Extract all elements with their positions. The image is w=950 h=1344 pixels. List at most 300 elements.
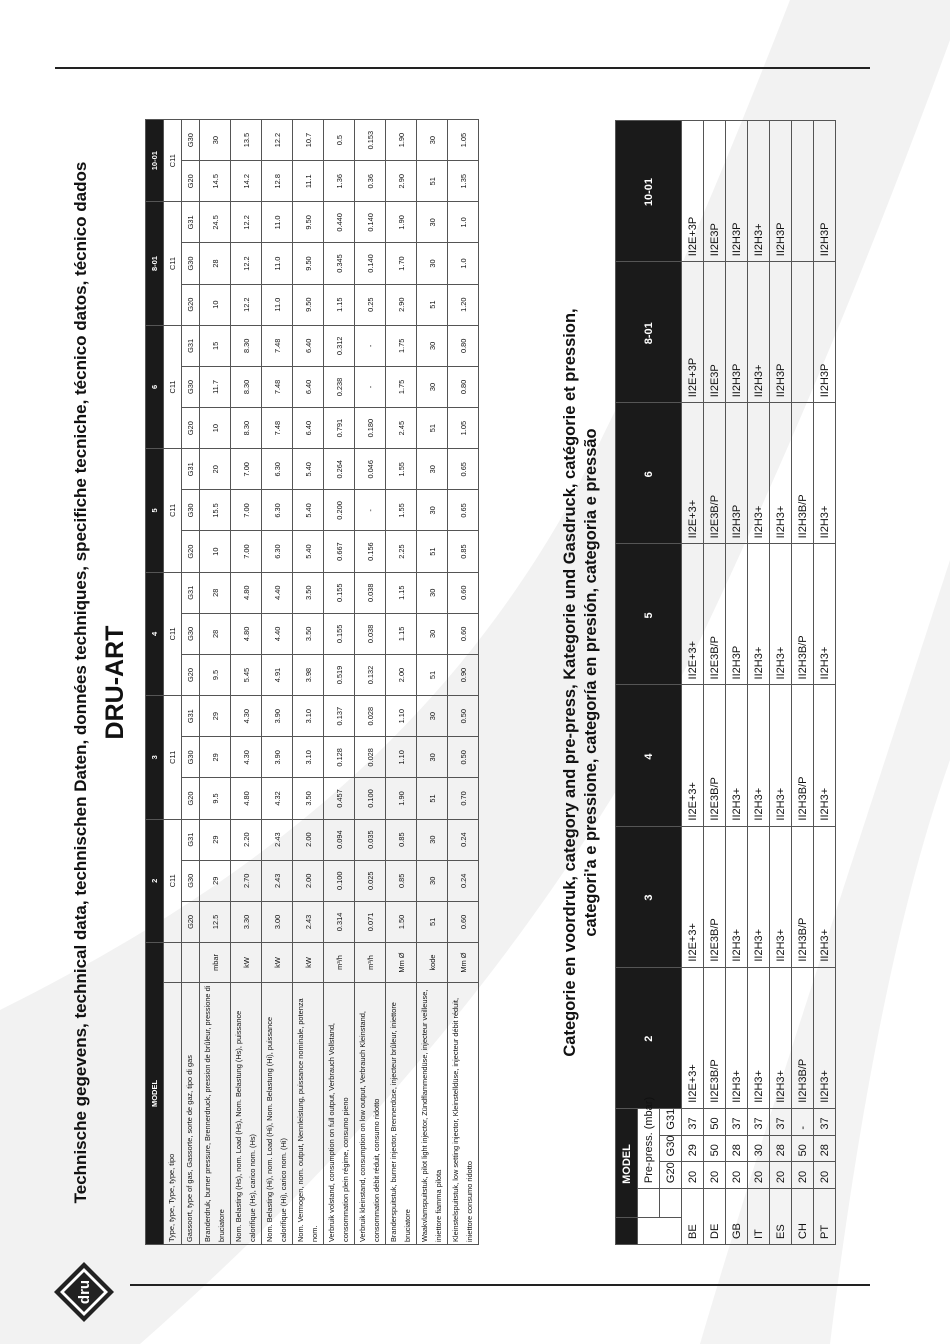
spec-value: 1.36 <box>324 161 355 202</box>
spec-value: 30 <box>417 696 448 737</box>
spec-label: Kleinstelspuitstuk, low setting injector, Kleinstelldüse, injecteur débit réduit, iniettore consumo ridotto <box>448 983 479 1245</box>
spec-value: 30 <box>417 737 448 778</box>
spec-value: 1.0 <box>448 202 479 243</box>
spec-value: 8.30 <box>231 366 262 407</box>
model-cell: 8-01 <box>616 262 682 403</box>
model-cell: 2 <box>616 967 682 1108</box>
category-cell: II2H3+ <box>770 826 792 967</box>
category-cell: II2H3+ <box>726 826 748 967</box>
spec-value: 0.50 <box>448 696 479 737</box>
spec-value: 7.48 <box>262 408 293 449</box>
technical-data-table <box>145 119 479 1245</box>
spec-value: 0.90 <box>448 654 479 695</box>
spec-value: 2.25 <box>386 531 417 572</box>
spec-value: 7.00 <box>231 449 262 490</box>
spec-value: 0.071 <box>355 901 386 942</box>
spec-value: 12.2 <box>262 120 293 161</box>
spec-value: 1.05 <box>448 408 479 449</box>
spec-value: 0.094 <box>324 819 355 860</box>
spec-value: 0.140 <box>355 243 386 284</box>
spec-value: 6.40 <box>293 325 324 366</box>
spec-value: 11.1 <box>293 161 324 202</box>
model-cell: 2 <box>146 819 164 942</box>
country-cell: ES <box>770 1189 792 1245</box>
model-cell: 4 <box>146 572 164 695</box>
spec-unit: Mm Ø <box>386 943 417 983</box>
spec-value: 3.98 <box>293 654 324 695</box>
model-cell: 5 <box>146 449 164 572</box>
spec-unit: kW <box>262 943 293 983</box>
gas-cell: G31 <box>182 202 200 243</box>
pressure-cell: 30 <box>748 1135 770 1162</box>
spec-row <box>417 120 448 1245</box>
spec-value: 12.2 <box>231 284 262 325</box>
country-row <box>682 121 704 1245</box>
gas-cell: G31 <box>660 1108 682 1135</box>
spec-value: 12.5 <box>200 901 231 942</box>
spec-value: 1.55 <box>386 449 417 490</box>
spec-row <box>324 120 355 1245</box>
spec-value: 10.7 <box>293 120 324 161</box>
spec-label: Waakvlamspuitstuk, pilot light injector, Zündflammendüse, injecteur veilleuse, iniettore fiamma pilota <box>417 983 448 1245</box>
spec-row <box>355 120 386 1245</box>
pressure-cell: 37 <box>814 1108 836 1135</box>
spec-value: 11.0 <box>262 243 293 284</box>
spec-value: 30 <box>417 325 448 366</box>
pressure-cell: 20 <box>748 1162 770 1189</box>
spec-value: 29 <box>200 696 231 737</box>
pressure-cell: 20 <box>726 1162 748 1189</box>
spec-value: 0.80 <box>448 325 479 366</box>
spec-unit: m³/h <box>355 943 386 983</box>
spec-value: 0.5 <box>324 120 355 161</box>
spec-value: 0.70 <box>448 778 479 819</box>
spec-value: 1.70 <box>386 243 417 284</box>
spec-value: 0.100 <box>324 860 355 901</box>
gas-cell: G30 <box>660 1135 682 1162</box>
type-cell: C11 <box>164 449 182 572</box>
spec-value: 1.15 <box>386 613 417 654</box>
spec-value: 51 <box>417 778 448 819</box>
category-cell: II2H3P <box>726 262 748 403</box>
model-cell: 4 <box>616 685 682 826</box>
spec-value: 3.10 <box>293 737 324 778</box>
spec-label: Nom. Vermogen, nom. output, Nennleistung, puissance nominale, potenza nom. <box>293 983 324 1245</box>
spec-value: 1.90 <box>386 120 417 161</box>
spec-value: 3.00 <box>262 901 293 942</box>
spec-value: 14.5 <box>200 161 231 202</box>
spec-row <box>231 120 262 1245</box>
spec-value: 51 <box>417 654 448 695</box>
spec-value: 0.36 <box>355 161 386 202</box>
spec-value: 0.667 <box>324 531 355 572</box>
spec-value: 9.50 <box>293 243 324 284</box>
category-cell: II2H3+ <box>726 967 748 1108</box>
spec-value: 0.85 <box>386 819 417 860</box>
spec-value: 4.80 <box>231 778 262 819</box>
category-heading: Categorie en voordruk, category and pre-press, Kategorie und Gasdruck, catégorie et pression, categori'a e pressione, categoría en presión, categoria e pressão <box>561 308 600 1057</box>
category-cell: II2H3+ <box>814 403 836 544</box>
spec-value: 3.50 <box>293 572 324 613</box>
spec-value: 51 <box>417 408 448 449</box>
model-header-cell: MODEL <box>616 1108 638 1218</box>
spec-value: 0.25 <box>355 284 386 325</box>
spec-value: 51 <box>417 161 448 202</box>
gas-cell: G20 <box>660 1162 682 1189</box>
spec-value: 4.80 <box>231 572 262 613</box>
spec-unit: Mm Ø <box>448 943 479 983</box>
spec-value: - <box>355 325 386 366</box>
category-cell: II2E3P <box>704 121 726 262</box>
spec-value: 2.43 <box>293 901 324 942</box>
type-cell: C11 <box>164 120 182 202</box>
category-cell: II2H3+ <box>770 685 792 826</box>
spec-value: 30 <box>417 819 448 860</box>
category-cell: II2H3+ <box>748 262 770 403</box>
spec-row <box>386 120 417 1245</box>
category-cell <box>792 262 814 403</box>
spec-value: 0.24 <box>448 860 479 901</box>
type-cell: C11 <box>164 819 182 942</box>
spec-value: 30 <box>417 613 448 654</box>
pressure-cell: 28 <box>770 1135 792 1162</box>
spec-row <box>448 120 479 1245</box>
spec-value: 1.55 <box>386 490 417 531</box>
pressure-cell: 20 <box>814 1162 836 1189</box>
spec-value: 15.5 <box>200 490 231 531</box>
pressure-cell: 28 <box>726 1135 748 1162</box>
spec-value: 4.40 <box>262 572 293 613</box>
category-cell: II2H3+ <box>748 826 770 967</box>
category-cell: II2H3+ <box>748 685 770 826</box>
spec-value: 0.238 <box>324 366 355 407</box>
spec-value: 0.155 <box>324 613 355 654</box>
product-title: DRU-ART <box>101 625 129 740</box>
spec-value: 0.440 <box>324 202 355 243</box>
category-cell: II2H3P <box>770 121 792 262</box>
spec-value: 9.5 <box>200 778 231 819</box>
gas-cell: G20 <box>182 161 200 202</box>
pressure-cell: 37 <box>726 1108 748 1135</box>
spec-row <box>200 120 231 1245</box>
blank-cell <box>660 1189 682 1218</box>
spec-value: 3.10 <box>293 696 324 737</box>
spec-value: 51 <box>417 531 448 572</box>
spec-value: 1.90 <box>386 778 417 819</box>
spec-value: 0.137 <box>324 696 355 737</box>
spec-value: 2.70 <box>231 860 262 901</box>
category-cell: II2E3B/P <box>704 544 726 685</box>
spec-value: 28 <box>200 572 231 613</box>
category-cell: II2E+3P <box>682 262 704 403</box>
category-cell: II2H3+ <box>770 967 792 1108</box>
gas-cell: G30 <box>182 120 200 161</box>
spec-value: 30 <box>417 860 448 901</box>
category-cell: II2H3B/P <box>792 544 814 685</box>
spec-value: 4.32 <box>262 778 293 819</box>
category-cell <box>792 121 814 262</box>
category-cell: II2H3+ <box>748 403 770 544</box>
pressure-cell: 20 <box>792 1162 814 1189</box>
spec-unit: mbar <box>200 943 231 983</box>
blank-cell <box>638 1218 682 1245</box>
spec-value: 6.30 <box>262 490 293 531</box>
spec-value: 0.60 <box>448 572 479 613</box>
bottom-rule <box>130 1284 870 1286</box>
spec-value: 7.48 <box>262 325 293 366</box>
spec-value: 11.0 <box>262 202 293 243</box>
spec-value: 29 <box>200 819 231 860</box>
spec-value: 0.264 <box>324 449 355 490</box>
gas-cell: G31 <box>182 449 200 490</box>
spec-label: Verbruik kleinstand, consumption on low output, Verbrauch Kleinstand, consommation débit réduit, consumo ridotto <box>355 983 386 1245</box>
spec-value: 2.20 <box>231 819 262 860</box>
spec-label: Nom. Belasting (Hs), nom. Load (Hs), Nom. Belastung (Hs), puissance calorifique (Hs), carico nom. (Hs) <box>231 983 262 1245</box>
spec-value: 0.60 <box>448 613 479 654</box>
type-cell: C11 <box>164 572 182 695</box>
model-cell: 10-01 <box>616 121 682 262</box>
category-cell: II2E+3+ <box>682 967 704 1108</box>
spec-value: 0.457 <box>324 778 355 819</box>
svg-text:dru: dru <box>76 1279 93 1305</box>
gas-cell: G30 <box>182 490 200 531</box>
spec-value: 7.48 <box>262 366 293 407</box>
pressure-cell: 37 <box>682 1108 704 1135</box>
gas-cell: G30 <box>182 613 200 654</box>
spec-value: 13.5 <box>231 120 262 161</box>
spec-value: 0.85 <box>448 531 479 572</box>
spec-value: 6.30 <box>262 531 293 572</box>
pressure-cell: 50 <box>792 1135 814 1162</box>
category-cell: II2H3P <box>814 121 836 262</box>
gas-cell: G31 <box>182 696 200 737</box>
spec-unit: kode <box>417 943 448 983</box>
type-cell: C11 <box>164 325 182 448</box>
spec-value: 1.15 <box>386 572 417 613</box>
spec-value: 24.5 <box>200 202 231 243</box>
prepress-label: Pre-press. (mbar) <box>638 1108 660 1188</box>
spec-value: 28 <box>200 613 231 654</box>
model-cell: 8-01 <box>146 202 164 325</box>
spec-value: 9.50 <box>293 202 324 243</box>
spec-value: 4.80 <box>231 613 262 654</box>
category-cell: II2H3B/P <box>792 685 814 826</box>
spec-value: 12.2 <box>231 243 262 284</box>
country-cell: GB <box>726 1189 748 1245</box>
country-row <box>748 121 770 1245</box>
pressure-cell: 37 <box>748 1108 770 1135</box>
spec-value: 0.155 <box>324 572 355 613</box>
spec-value: 2.43 <box>262 860 293 901</box>
model-cell: 6 <box>146 325 164 448</box>
spec-value: 29 <box>200 737 231 778</box>
spec-value: 0.312 <box>324 325 355 366</box>
spec-value: 0.80 <box>448 366 479 407</box>
category-cell: II2H3P <box>726 121 748 262</box>
spec-value: 0.24 <box>448 819 479 860</box>
spec-value: 29 <box>200 860 231 901</box>
spec-value: 0.046 <box>355 449 386 490</box>
spec-value: 30 <box>417 572 448 613</box>
spec-value: 2.90 <box>386 161 417 202</box>
spec-value: 0.028 <box>355 696 386 737</box>
spec-value: 30 <box>417 366 448 407</box>
model-cell: 6 <box>616 403 682 544</box>
spec-value: 0.65 <box>448 490 479 531</box>
model-header-row <box>146 120 164 1245</box>
spec-label: Branderspuitstuk, burner injector, Brennerdüse, injecteur brûleur, iniettore bruciatore <box>386 983 417 1245</box>
spec-value: 14.2 <box>231 161 262 202</box>
gas-cell: G30 <box>182 243 200 284</box>
category-model-row <box>616 121 638 1245</box>
spec-value: 8.30 <box>231 408 262 449</box>
gas-cell: G30 <box>182 737 200 778</box>
model-cell: 10-01 <box>146 120 164 202</box>
spec-value: 2.00 <box>386 654 417 695</box>
category-cell: II2H3B/P <box>792 967 814 1108</box>
spec-label: Branderdruk, burner pressure, Brennerdruck, pression de brûleur, pressione di bruciatore <box>200 983 231 1245</box>
spec-value: 0.65 <box>448 449 479 490</box>
spec-value: 7.00 <box>231 490 262 531</box>
pressure-cell: 50 <box>704 1108 726 1135</box>
country-cell: PT <box>814 1189 836 1245</box>
gas-cell: G30 <box>182 860 200 901</box>
gas-cell: G20 <box>182 778 200 819</box>
spec-value: 6.30 <box>262 449 293 490</box>
spec-value: 0.791 <box>324 408 355 449</box>
spec-value: 10 <box>200 408 231 449</box>
category-cell: II2H3B/P <box>792 403 814 544</box>
spec-value: 9.5 <box>200 654 231 695</box>
pressure-cell: 28 <box>814 1135 836 1162</box>
unit-cell <box>164 943 182 983</box>
spec-value: 15 <box>200 325 231 366</box>
spec-value: 0.038 <box>355 572 386 613</box>
spec-label: Nom. Belasting (Hi), nom. Load (Hi), Nom. Belastung (Hi), puissance calorifique (Hi), carico nom. (Hi) <box>262 983 293 1245</box>
category-cell: II2E+3+ <box>682 544 704 685</box>
spec-value: 1.05 <box>448 120 479 161</box>
gas-row <box>182 120 200 1245</box>
spec-value: 5.40 <box>293 531 324 572</box>
spec-value: 2.45 <box>386 408 417 449</box>
spec-value: 9.50 <box>293 284 324 325</box>
dru-logo <box>52 1260 116 1324</box>
country-cell: BE <box>682 1189 704 1245</box>
category-cell: II2H3+ <box>726 685 748 826</box>
gas-label: Gassoort, type of gas, Gassorte, sorte de gaz, tipo di gas <box>182 983 200 1245</box>
type-label: Type, type, Type, type, tipo <box>164 983 182 1245</box>
model-cell: 3 <box>146 696 164 819</box>
spec-value: 10 <box>200 531 231 572</box>
spec-value: 30 <box>417 120 448 161</box>
spec-value: 0.85 <box>386 860 417 901</box>
gas-cell: G20 <box>182 531 200 572</box>
spec-value: 3.90 <box>262 737 293 778</box>
category-cell: II2H3P <box>726 544 748 685</box>
category-cell: II2E3B/P <box>704 685 726 826</box>
country-cell: CH <box>792 1189 814 1245</box>
spec-value: 1.75 <box>386 325 417 366</box>
category-cell: II2H3P <box>814 262 836 403</box>
category-cell: II2E3B/P <box>704 403 726 544</box>
spec-value: 30 <box>417 243 448 284</box>
spec-value: 2.43 <box>262 819 293 860</box>
pressure-cell: - <box>792 1108 814 1135</box>
spec-value: 1.20 <box>448 284 479 325</box>
category-cell: II2H3+ <box>748 967 770 1108</box>
spec-value: 51 <box>417 284 448 325</box>
spec-value: 3.90 <box>262 696 293 737</box>
spec-row <box>262 120 293 1245</box>
spec-value: 0.035 <box>355 819 386 860</box>
spec-value: 6.40 <box>293 408 324 449</box>
spec-value: 1.35 <box>448 161 479 202</box>
category-cell: II2E3P <box>704 262 726 403</box>
spec-value: 28 <box>200 243 231 284</box>
spec-value: 30 <box>417 449 448 490</box>
pressure-cell: 37 <box>770 1108 792 1135</box>
spec-value: 0.519 <box>324 654 355 695</box>
spec-value: 0.100 <box>355 778 386 819</box>
spec-value: 0.025 <box>355 860 386 901</box>
spec-value: 1.10 <box>386 737 417 778</box>
pressure-cell: 50 <box>704 1135 726 1162</box>
spec-value: 4.91 <box>262 654 293 695</box>
gas-cell: G20 <box>182 901 200 942</box>
country-row <box>792 121 814 1245</box>
gas-cell: G31 <box>182 572 200 613</box>
pressure-cell: 20 <box>770 1162 792 1189</box>
spec-value: 30 <box>417 202 448 243</box>
spec-value: 4.40 <box>262 613 293 654</box>
spec-value: 11.7 <box>200 366 231 407</box>
spec-value: 0.345 <box>324 243 355 284</box>
category-cell: II2E+3+ <box>682 403 704 544</box>
spec-value: 0.038 <box>355 613 386 654</box>
spec-value: 0.156 <box>355 531 386 572</box>
blank-cell <box>616 1218 638 1245</box>
spec-value: 0.50 <box>448 737 479 778</box>
type-row <box>164 120 182 1245</box>
spec-label: Verbruik volstand, consumption on full output, Verbrauch Vollstand, consommation plein régime, consumo pieno <box>324 983 355 1245</box>
type-cell: C11 <box>164 202 182 325</box>
spec-value: 2.00 <box>293 819 324 860</box>
spec-value: 0.180 <box>355 408 386 449</box>
pressure-cell: 20 <box>704 1162 726 1189</box>
spec-value: 4.30 <box>231 696 262 737</box>
spec-value: 5.40 <box>293 449 324 490</box>
spec-value: 12.8 <box>262 161 293 202</box>
country-cell: DE <box>704 1189 726 1245</box>
spec-value: 1.10 <box>386 696 417 737</box>
gas-cell: G31 <box>182 819 200 860</box>
spec-value: 30 <box>417 490 448 531</box>
spec-value: 5.45 <box>231 654 262 695</box>
category-cell: II2H3+ <box>814 685 836 826</box>
spec-value: 0.132 <box>355 654 386 695</box>
spec-value: 20 <box>200 449 231 490</box>
spec-value: - <box>355 490 386 531</box>
spec-value: 12.2 <box>231 202 262 243</box>
spec-value: 1.15 <box>324 284 355 325</box>
spec-value: 3.30 <box>231 901 262 942</box>
model-header-cell: MODEL <box>146 943 164 1245</box>
spec-value: 0.128 <box>324 737 355 778</box>
model-cell: 3 <box>616 826 682 967</box>
category-cell: II2H3+ <box>770 544 792 685</box>
pressure-cell: 29 <box>682 1135 704 1162</box>
spec-value: 2.00 <box>293 860 324 901</box>
